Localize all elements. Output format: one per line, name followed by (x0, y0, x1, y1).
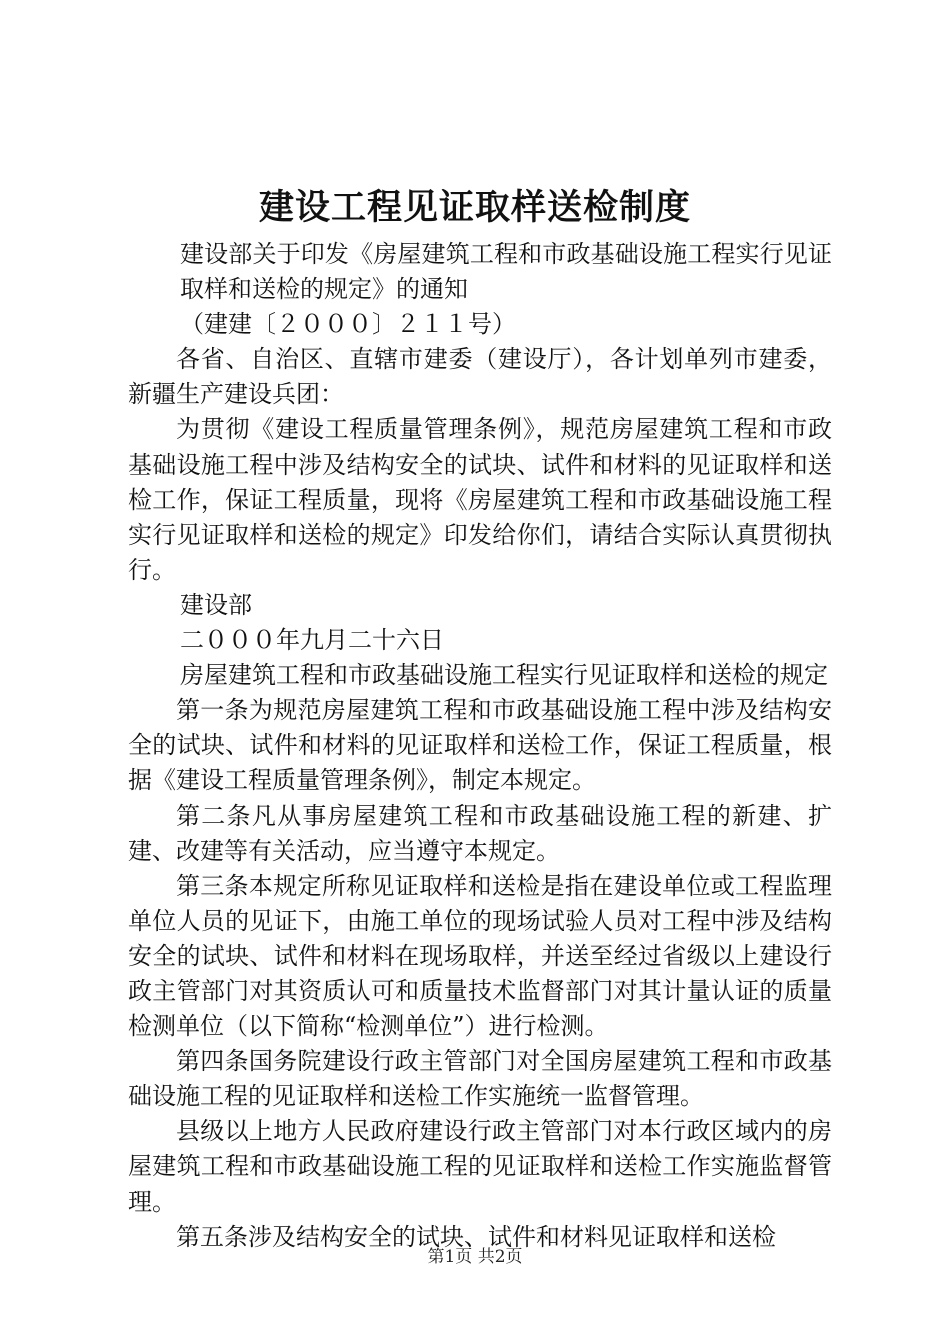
paragraph-regulation-title: 房屋建筑工程和市政基础设施工程实行见证取样和送检的规定 (180, 661, 828, 690)
paragraph-article-4: 第四条国务院建设行政主管部门对全国房屋建筑工程和市政基础设施工程的见证取样和送检工作实施统一监督管理。 (128, 1047, 832, 1111)
paragraph-notice-body: 为贯彻《建设工程质量管理条例》，规范房屋建筑工程和市政基础设施工程中涉及结构安全的试块、试件和材料的见证取样和送检工作，保证工程质量，现将《房屋建筑工程和市政基础设施工程实行见证取样和送检的规定》印发给你们，请结合实际认真贯彻执行。 (128, 415, 832, 584)
paragraph-article-3: 第三条本规定所称见证取样和送检是指在建设单位或工程监理单位人员的见证下，由施工单位的现场试验人员对工程中涉及结构安全的试块、试件和材料在现场取样，并送至经过省级以上建设行政主管部门对其资质认可和质量技术监督部门对其计量认证的质量检测单位（以下简称“检测单位”）进行检测。 (128, 871, 832, 1041)
paragraph-date: 二０００年九月二十六日 (180, 626, 444, 655)
document-body (128, 237, 832, 1255)
document-title: 建设工程见证取样送检制度 (258, 187, 691, 228)
paragraph-issuer: 建设部 (180, 590, 252, 619)
paragraph-notice-heading: 建设部关于印发《房屋建筑工程和市政基础设施工程实行见证取样和送检的规定》的通知 (180, 240, 832, 304)
paragraph-article-4-cont: 县级以上地方人民政府建设行政主管部门对本行政区域内的房屋建筑工程和市政基础设施工程的见证取样和送检工作实施监督管理。 (128, 1117, 832, 1216)
paragraph-article-5: 第五条涉及结构安全的试块、试件和材料见证取样和送检 (176, 1222, 776, 1251)
paragraph-document-number: （建建〔２０００〕２１１号） (180, 310, 516, 339)
paragraph-article-1: 第一条为规范房屋建筑工程和市政基础设施工程中涉及结构安全的试块、试件和材料的见证取样和送检工作，保证工程质量，根据《建设工程质量管理条例》，制定本规定。 (128, 696, 832, 795)
paragraph-article-2: 第二条凡从事房屋建筑工程和市政基础设施工程的新建、扩建、改建等有关活动，应当遵守本规定。 (128, 801, 832, 865)
paragraph-addressees: 各省、自治区、直辖市建委（建设厅），各计划单列市建委，新疆生产建设兵团： (128, 345, 832, 409)
page-footer: 第1页 共2页 (427, 1247, 523, 1267)
